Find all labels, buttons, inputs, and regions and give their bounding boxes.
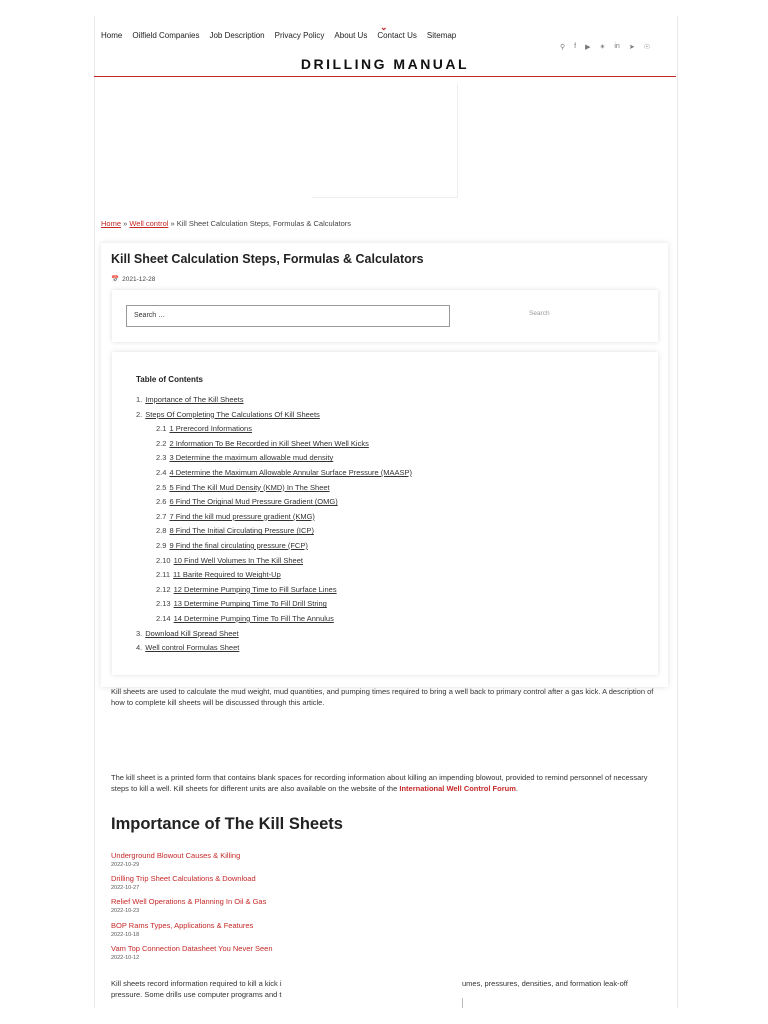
related-posts bbox=[111, 851, 273, 967]
toc-item-number: 2.10 bbox=[156, 555, 171, 565]
toc-item-link[interactable]: Importance of The Kill Sheets bbox=[145, 395, 244, 404]
toc-item-number: 4. bbox=[136, 643, 143, 653]
related-post-date: 2022-10-27 bbox=[111, 885, 140, 892]
toc-item bbox=[136, 483, 412, 498]
related-post bbox=[111, 897, 273, 920]
linkedin-icon[interactable]: in bbox=[614, 43, 620, 50]
nav-item-home[interactable]: Home bbox=[101, 31, 123, 40]
paragraph-fragment-right: umes, pressures, densities, and formation leak-off bbox=[462, 979, 628, 988]
toc-item-number: 2.5 bbox=[156, 482, 167, 492]
toc-item bbox=[136, 541, 412, 556]
toc-item-number: 2.1 bbox=[156, 424, 167, 434]
youtube-icon[interactable]: ▶ bbox=[585, 44, 591, 51]
twitter-icon[interactable]: ✶ bbox=[599, 44, 606, 51]
toc-list bbox=[136, 395, 412, 658]
related-post-link[interactable]: Vam Top Connection Datasheet You Never Seen bbox=[111, 943, 273, 953]
nav-item-contact-us[interactable]: Contact Us bbox=[377, 31, 417, 40]
toc-item-number: 2.9 bbox=[156, 540, 167, 550]
toc-item-link[interactable]: 1 Prerecord Informations bbox=[169, 424, 252, 434]
related-post-link[interactable]: Underground Blowout Causes & Killing bbox=[111, 851, 241, 860]
toc-item-number: 2.11 bbox=[156, 570, 171, 580]
related-post-link[interactable]: BOP Rams Types, Applications & Features bbox=[111, 920, 254, 930]
toc-item-number: 1. bbox=[136, 395, 143, 404]
toc-item-number: 2.2 bbox=[156, 438, 167, 448]
toc-item-link[interactable]: 7 Find the kill mud pressure gradient (KMG) bbox=[169, 511, 315, 521]
toc-item bbox=[136, 410, 412, 425]
calendar-icon: 📅 bbox=[111, 276, 120, 283]
search-icon[interactable]: ⚲ bbox=[560, 44, 566, 51]
iwcf-link[interactable]: International Well Control Forum bbox=[399, 784, 516, 793]
site-title[interactable]: DRILLING MANUAL bbox=[300, 56, 470, 72]
toc-item-link[interactable]: 2 Information To Be Recorded in Kill Sheet When Well Kicks bbox=[169, 438, 369, 448]
related-post bbox=[111, 921, 273, 944]
search-input[interactable]: Search … bbox=[126, 305, 450, 327]
related-post-date: 2022-10-29 bbox=[111, 862, 140, 868]
ad-placeholder bbox=[312, 84, 458, 198]
toc-item-link[interactable]: 14 Determine Pumping Time To Fill The Annulus bbox=[173, 613, 334, 623]
related-post-date: 2022-10-18 bbox=[111, 931, 140, 938]
toc-item-link[interactable]: 13 Determine Pumping Time To Fill Drill String bbox=[173, 599, 327, 609]
toc-item-link[interactable]: Steps Of Completing The Calculations Of Kill Sheets bbox=[145, 409, 320, 419]
toc-item-link[interactable]: 6 Find The Original Mud Pressure Gradient (OMG) bbox=[169, 497, 338, 507]
facebook-icon[interactable]: f bbox=[574, 43, 577, 50]
toc-item bbox=[136, 468, 412, 483]
nav-item-sitemap[interactable]: Sitemap bbox=[426, 31, 457, 40]
toc-item-link[interactable]: Well control Formulas Sheet bbox=[145, 643, 240, 653]
toc-item bbox=[136, 570, 412, 585]
related-post bbox=[111, 851, 273, 874]
toc-item bbox=[136, 395, 412, 410]
toc-item-link[interactable]: 3 Determine the maximum allowable mud density bbox=[169, 453, 334, 463]
toc-item bbox=[136, 424, 412, 439]
breadcrumb bbox=[101, 219, 351, 228]
breadcrumb-separator: » bbox=[121, 219, 130, 228]
telegram-icon[interactable]: ➤ bbox=[628, 44, 635, 51]
toc-item-link[interactable]: 12 Determine Pumping Time to Fill Surface Lines bbox=[173, 584, 337, 594]
intro-paragraph: Kill sheets are used to calculate the mud weight, mud quantities, and pumping times required to bring a well back to primary control after a gas kick. A description of how to complete kill sheets will be discussed through this article. bbox=[111, 687, 654, 707]
toc-item-number: 2.6 bbox=[156, 497, 167, 507]
toc-item-link[interactable]: 4 Determine the Maximum Allowable Annular Surface Pressure (MAASP) bbox=[169, 467, 413, 477]
nav-item-privacy-policy[interactable]: Privacy Policy bbox=[274, 31, 325, 40]
chevron-down-icon[interactable]: ⌄ bbox=[380, 22, 388, 32]
definition-end: . bbox=[515, 784, 518, 793]
toc-item bbox=[136, 585, 412, 600]
toc-item-link[interactable]: 11 Barite Required to Weight-Up bbox=[173, 570, 281, 580]
toc-item bbox=[136, 512, 412, 527]
toc-item-number: 2.12 bbox=[156, 584, 171, 594]
related-post-link[interactable]: Drilling Trip Sheet Calculations & Download bbox=[111, 874, 256, 884]
toc-item bbox=[136, 599, 412, 614]
toc-item-number: 2.14 bbox=[156, 613, 171, 623]
toc-item-number: 3. bbox=[136, 628, 143, 638]
breadcrumb-current: Kill Sheet Calculation Steps, Formulas & Calculators bbox=[176, 219, 351, 228]
top-nav bbox=[101, 31, 456, 40]
toc-title: Table of Contents bbox=[136, 375, 203, 384]
divider bbox=[462, 998, 463, 1008]
header-divider bbox=[94, 76, 676, 77]
related-post bbox=[111, 944, 273, 967]
toc-item bbox=[136, 629, 412, 644]
related-post bbox=[111, 874, 273, 897]
article-date bbox=[111, 275, 155, 283]
toc-item bbox=[136, 556, 412, 571]
related-post-date: 2022-10-12 bbox=[111, 954, 140, 961]
related-post-link[interactable]: Relief Well Operations & Planning In Oil & Gas bbox=[111, 897, 267, 907]
pinterest-icon[interactable]: ☉ bbox=[643, 44, 650, 51]
definition-paragraph bbox=[111, 772, 656, 794]
toc-item-number: 2. bbox=[136, 409, 143, 419]
breadcrumb-category-link[interactable]: Well control bbox=[129, 219, 169, 228]
toc-item-number: 2.13 bbox=[156, 599, 171, 609]
section-heading: Importance of The Kill Sheets bbox=[111, 815, 343, 833]
toc-item-number: 2.3 bbox=[156, 453, 167, 463]
toc-item bbox=[136, 614, 412, 629]
toc-item bbox=[136, 643, 412, 658]
article-title: Kill Sheet Calculation Steps, Formulas & Calculators bbox=[111, 252, 424, 266]
toc-item-number: 2.4 bbox=[156, 467, 167, 477]
social-icons bbox=[560, 43, 650, 51]
nav-item-job-description[interactable]: Job Description bbox=[209, 31, 265, 40]
toc-item bbox=[136, 439, 412, 454]
definition-text: The kill sheet is a printed form that contains blank spaces for recording information about killing an impending blowout, provided to remind personnel of necessary steps to kill a well. Kill sheets for different units are also available on the website of the bbox=[111, 773, 648, 793]
toc-item-link[interactable]: 5 Find The Kill Mud Density (KMD) In The Sheet bbox=[169, 482, 330, 492]
toc-item bbox=[136, 497, 412, 512]
toc-item-number: 2.8 bbox=[156, 526, 167, 536]
toc-item-link[interactable]: Download Kill Spread Sheet bbox=[145, 628, 239, 638]
paragraph-fragment-left: Kill sheets record information required to kill a kick i pressure. Some drills use computer programs and t bbox=[111, 979, 282, 999]
breadcrumb-separator: » bbox=[168, 219, 177, 228]
toc-item-number: 2.7 bbox=[156, 511, 167, 521]
nav-item-oilfield-companies[interactable]: Oilfield Companies bbox=[132, 31, 200, 40]
toc-item-link[interactable]: 10 Find Well Volumes In The Kill Sheet bbox=[173, 555, 303, 565]
breadcrumb-home-link[interactable]: Home bbox=[101, 219, 122, 228]
toc-item-link[interactable]: 8 Find The Initial Circulating Pressure (ICP) bbox=[169, 526, 314, 536]
toc-item bbox=[136, 453, 412, 468]
toc-item bbox=[136, 526, 412, 541]
nav-item-about-us[interactable]: About Us bbox=[334, 31, 368, 40]
toc-item-link[interactable]: 9 Find the final circulating pressure (FCP) bbox=[169, 540, 308, 550]
search-button[interactable]: Search bbox=[529, 310, 550, 317]
date-text: 2021-12-28 bbox=[122, 276, 156, 283]
related-post-date: 2022-10-23 bbox=[111, 908, 140, 915]
